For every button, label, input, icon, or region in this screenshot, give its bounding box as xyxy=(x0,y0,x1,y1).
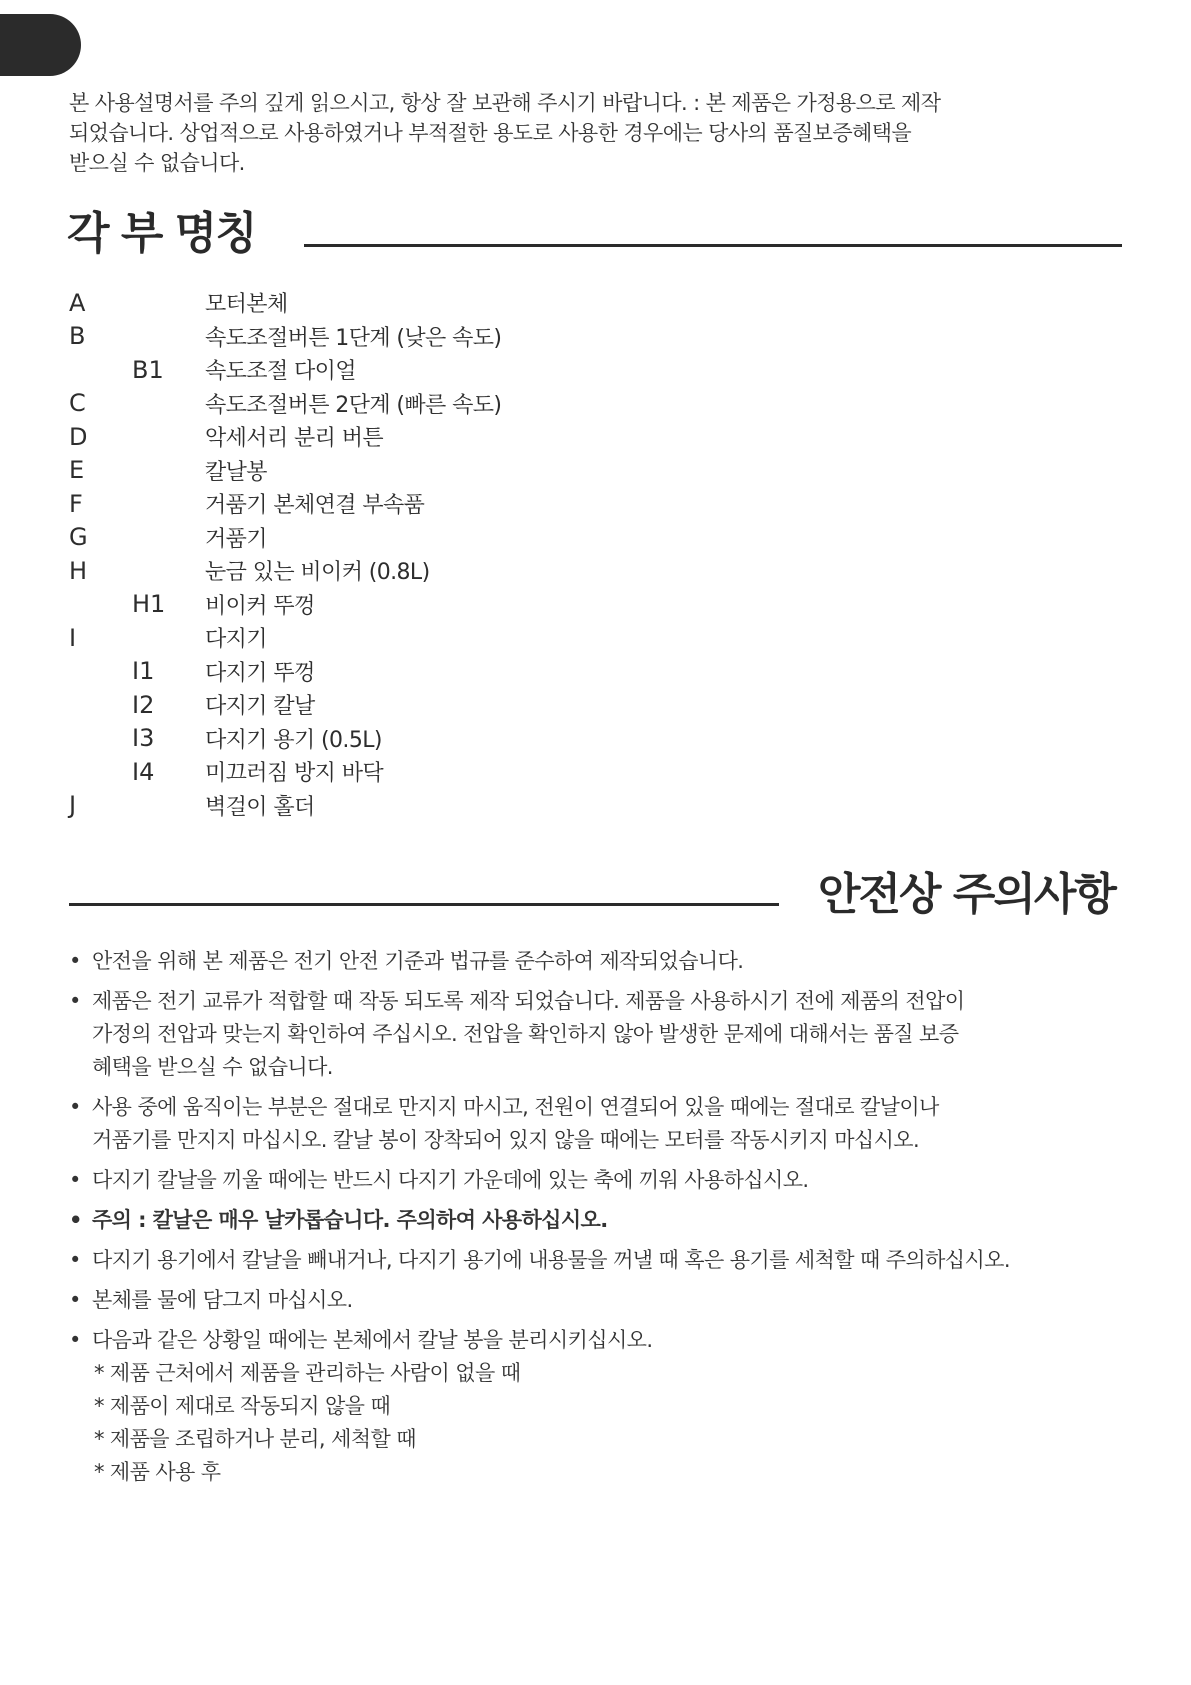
intro-line: 본 사용설명서를 주의 깊게 읽으시고, 항상 잘 보관해 주시기 바랍니다. : 본 제품은 가정용으로 제작 xyxy=(69,91,941,115)
part-name: 칼날봉 xyxy=(205,459,267,485)
part-name: 모터본체 xyxy=(205,292,288,318)
part-code: G xyxy=(69,523,88,552)
condition-text: 제품이 제대로 작동되지 않을 때 xyxy=(109,1394,391,1418)
part-name: 다지기 칼날 xyxy=(205,694,315,720)
condition-item xyxy=(92,1357,1149,1390)
part-item xyxy=(69,588,501,622)
warning-item xyxy=(69,1324,1149,1489)
bullet-icon: • xyxy=(69,1168,81,1192)
warning-item xyxy=(69,945,1149,978)
condition-text: 제품을 조립하거나 분리, 세척할 때 xyxy=(109,1427,416,1451)
bullet-icon: • xyxy=(69,1248,81,1272)
condition-text: 제품 근처에서 제품을 관리하는 사람이 없을 때 xyxy=(109,1361,521,1385)
warning-line: 가정의 전압과 맞는지 확인하여 주십시오. 전압을 확인하지 않아 발생한 문제에 대해서는 품질 보증 xyxy=(92,1022,959,1046)
warning-line: 다지기 용기에서 칼날을 빼내거나, 다지기 용기에 내용물을 꺼낼 때 혹은 용기를 세척할 때 주의하십시오. xyxy=(92,1248,1010,1272)
part-code: B xyxy=(69,322,86,351)
part-item xyxy=(69,353,501,387)
part-item xyxy=(69,789,501,823)
part-code: D xyxy=(69,422,88,451)
part-item xyxy=(69,621,501,655)
part-code: A xyxy=(69,288,86,317)
part-name: 속도조절버튼 1단계 (낮은 속도) xyxy=(205,325,502,351)
part-name: 거품기 xyxy=(205,526,267,552)
part-name: 속도조절버튼 2단계 (빠른 속도) xyxy=(205,392,502,418)
warning-line: 사용 중에 움직이는 부분은 절대로 만지지 마시고, 전원이 연결되어 있을 때에는 절대로 칼날이나 xyxy=(92,1095,939,1119)
warning-line: 다음과 같은 상황일 때에는 본체에서 칼날 봉을 분리시키십시오. xyxy=(92,1328,653,1352)
safety-heading: 안전상 주의사항 xyxy=(818,869,1115,920)
part-name: 거품기 본체연결 부속품 xyxy=(205,493,425,519)
language-tab xyxy=(0,14,81,76)
part-item xyxy=(69,320,501,354)
bullet-icon: • xyxy=(69,1095,81,1119)
warning-line: 제품은 전기 교류가 적합할 때 작동 되도록 제작 되었습니다. 제품을 사용하시기 전에 제품의 전압이 xyxy=(92,989,965,1013)
part-name: 다지기 뚜껑 xyxy=(205,660,315,686)
safety-heading-rule xyxy=(69,903,779,906)
part-name: 악세서리 분리 버튼 xyxy=(205,426,384,452)
part-name: 비이커 뚜껑 xyxy=(205,593,315,619)
part-item xyxy=(69,487,501,521)
part-code: F xyxy=(69,489,83,518)
part-code: B1 xyxy=(132,355,164,384)
warning-line: 안전을 위해 본 제품은 전기 안전 기준과 법규를 준수하여 제작되었습니다. xyxy=(92,949,744,973)
bullet-icon: • xyxy=(69,989,81,1013)
warning-line: 거품기를 만지지 마십시오. 칼날 봉이 장착되어 있지 않을 때에는 모터를 작동시키지 마십시오. xyxy=(92,1128,920,1152)
warning-line: 다지기 칼날을 끼울 때에는 반드시 다지기 가운데에 있는 축에 끼워 사용하십시오. xyxy=(92,1168,809,1192)
part-name: 벽걸이 홀더 xyxy=(205,794,315,820)
intro-line: 되었습니다. 상업적으로 사용하였거나 부적절한 용도로 사용한 경우에는 당사의 품질보증혜택을 xyxy=(69,121,912,145)
safety-warnings xyxy=(69,945,1149,1496)
warning-line: 혜택을 받으실 수 없습니다. xyxy=(92,1055,333,1079)
part-item xyxy=(69,387,501,421)
warning-item-emphasis xyxy=(69,1204,1149,1237)
part-item xyxy=(69,286,501,320)
parts-list xyxy=(69,286,501,822)
part-code: E xyxy=(69,456,85,485)
part-item xyxy=(69,755,501,789)
bullet-icon: • xyxy=(69,1208,82,1232)
intro-line: 받으실 수 없습니다. xyxy=(69,151,245,175)
part-code: J xyxy=(69,791,77,820)
condition-item xyxy=(92,1390,1149,1423)
part-name: 다지기 용기 (0.5L) xyxy=(205,727,382,753)
part-code: I4 xyxy=(132,757,155,786)
part-item xyxy=(69,688,501,722)
bullet-icon: • xyxy=(69,949,81,973)
part-item xyxy=(69,722,501,756)
part-name: 속도조절 다이얼 xyxy=(205,359,356,385)
condition-item xyxy=(92,1423,1149,1456)
part-name: 눈금 있는 비이커 (0.8L) xyxy=(205,560,430,586)
parts-heading: 각 부 명칭 xyxy=(67,208,256,259)
warning-item xyxy=(69,1164,1149,1197)
warning-line: 주의 : 칼날은 매우 날카롭습니다. 주의하여 사용하십시오. xyxy=(92,1208,608,1232)
part-item xyxy=(69,554,501,588)
star-icon: * xyxy=(94,1394,104,1418)
star-icon: * xyxy=(94,1361,104,1385)
condition-item xyxy=(92,1456,1149,1489)
part-name: 미끄러짐 방지 바닥 xyxy=(205,761,384,787)
part-item xyxy=(69,655,501,689)
intro-text xyxy=(69,88,1129,178)
part-code: I1 xyxy=(132,657,155,686)
parts-heading-rule xyxy=(304,244,1122,247)
part-item xyxy=(69,454,501,488)
star-icon: * xyxy=(94,1460,104,1484)
star-icon: * xyxy=(94,1427,104,1451)
part-code: H1 xyxy=(132,590,166,619)
part-item xyxy=(69,420,501,454)
warning-item xyxy=(69,1244,1149,1277)
condition-text: 제품 사용 후 xyxy=(109,1460,221,1484)
part-code: H xyxy=(69,556,88,585)
part-name: 다지기 xyxy=(205,627,267,653)
bullet-icon: • xyxy=(69,1288,81,1312)
part-code: I3 xyxy=(132,724,155,753)
part-code: C xyxy=(69,389,86,418)
warning-line: 본체를 물에 담그지 마십시오. xyxy=(92,1288,353,1312)
bullet-icon: • xyxy=(69,1328,81,1352)
part-code: I2 xyxy=(132,690,155,719)
warning-item xyxy=(69,1284,1149,1317)
warning-item xyxy=(69,985,1149,1084)
warning-item xyxy=(69,1091,1149,1157)
part-item xyxy=(69,521,501,555)
part-code: I xyxy=(69,623,77,652)
